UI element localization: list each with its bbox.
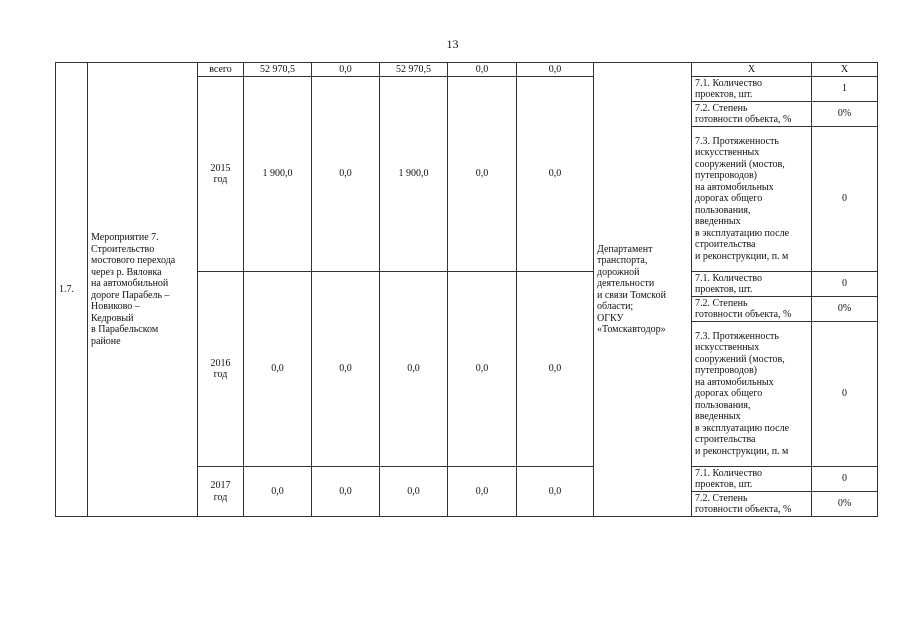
value-2016-4: 0,0 xyxy=(448,272,517,467)
value-2015-2: 0,0 xyxy=(312,77,380,272)
value-2015-1: 1 900,0 xyxy=(244,77,312,272)
year-label-2017: 2017 год xyxy=(198,467,244,517)
table-row-total xyxy=(56,63,878,77)
program-table xyxy=(55,62,878,517)
value-2017-1: 0,0 xyxy=(244,467,312,517)
row-number: 1.7. xyxy=(56,63,88,517)
value-2017-2: 0,0 xyxy=(312,467,380,517)
indicator-value: 0% xyxy=(812,492,878,517)
executor: Департамент транспорта, дорожной деятельности и связи Томской области; ОГКУ «Томскавтодор» xyxy=(594,63,692,517)
period-label-total: всего xyxy=(198,63,244,77)
year-label-2016: 2016 год xyxy=(198,272,244,467)
indicator-name: 7.1. Количество проектов, шт. xyxy=(692,467,812,492)
value-2016-2: 0,0 xyxy=(312,272,380,467)
total-value-1: 52 970,5 xyxy=(244,63,312,77)
value-2017-3: 0,0 xyxy=(380,467,448,517)
total-value-5: 0,0 xyxy=(517,63,594,77)
page-number: 13 xyxy=(446,37,459,51)
value-2017-4: 0,0 xyxy=(448,467,517,517)
value-2015-4: 0,0 xyxy=(448,77,517,272)
indicator-name: 7.3. Протяженность искусственных сооружений (мостов, путепроводов) на автомобильных дорогах общего пользования, введенных в эксплуатацию после строительства и реконструкции, п. м xyxy=(692,322,812,467)
year-label-2015: 2015 год xyxy=(198,77,244,272)
value-2016-3: 0,0 xyxy=(380,272,448,467)
indicator-value-total: Х xyxy=(812,63,878,77)
indicator-name: 7.1. Количество проектов, шт. xyxy=(692,77,812,102)
indicator-name-total: Х xyxy=(692,63,812,77)
total-value-3: 52 970,5 xyxy=(380,63,448,77)
total-value-4: 0,0 xyxy=(448,63,517,77)
indicator-name: 7.3. Протяженность искусственных сооружений (мостов, путепроводов) на автомобильных дорогах общего пользования, введенных в эксплуатацию после строительства и реконструкции, п. м xyxy=(692,127,812,272)
event-name: Мероприятие 7. Строительство мостового перехода через р. Вяловка на автомобильной дороге Парабель – Новиково – Кедровый в Парабельском районе xyxy=(88,63,198,517)
indicator-name: 7.2. Степень готовности объекта, % xyxy=(692,492,812,517)
indicator-name: 7.1. Количество проектов, шт. xyxy=(692,272,812,297)
indicator-value: 0 xyxy=(812,467,878,492)
indicator-value: 0% xyxy=(812,102,878,127)
total-value-2: 0,0 xyxy=(312,63,380,77)
indicator-value: 0 xyxy=(812,272,878,297)
value-2016-5: 0,0 xyxy=(517,272,594,467)
indicator-value: 0 xyxy=(812,127,878,272)
value-2016-1: 0,0 xyxy=(244,272,312,467)
indicator-name: 7.2. Степень готовности объекта, % xyxy=(692,102,812,127)
value-2015-3: 1 900,0 xyxy=(380,77,448,272)
indicator-value: 0 xyxy=(812,322,878,467)
indicator-value: 1 xyxy=(812,77,878,102)
value-2015-5: 0,0 xyxy=(517,77,594,272)
indicator-value: 0% xyxy=(812,297,878,322)
indicator-name: 7.2. Степень готовности объекта, % xyxy=(692,297,812,322)
value-2017-5: 0,0 xyxy=(517,467,594,517)
